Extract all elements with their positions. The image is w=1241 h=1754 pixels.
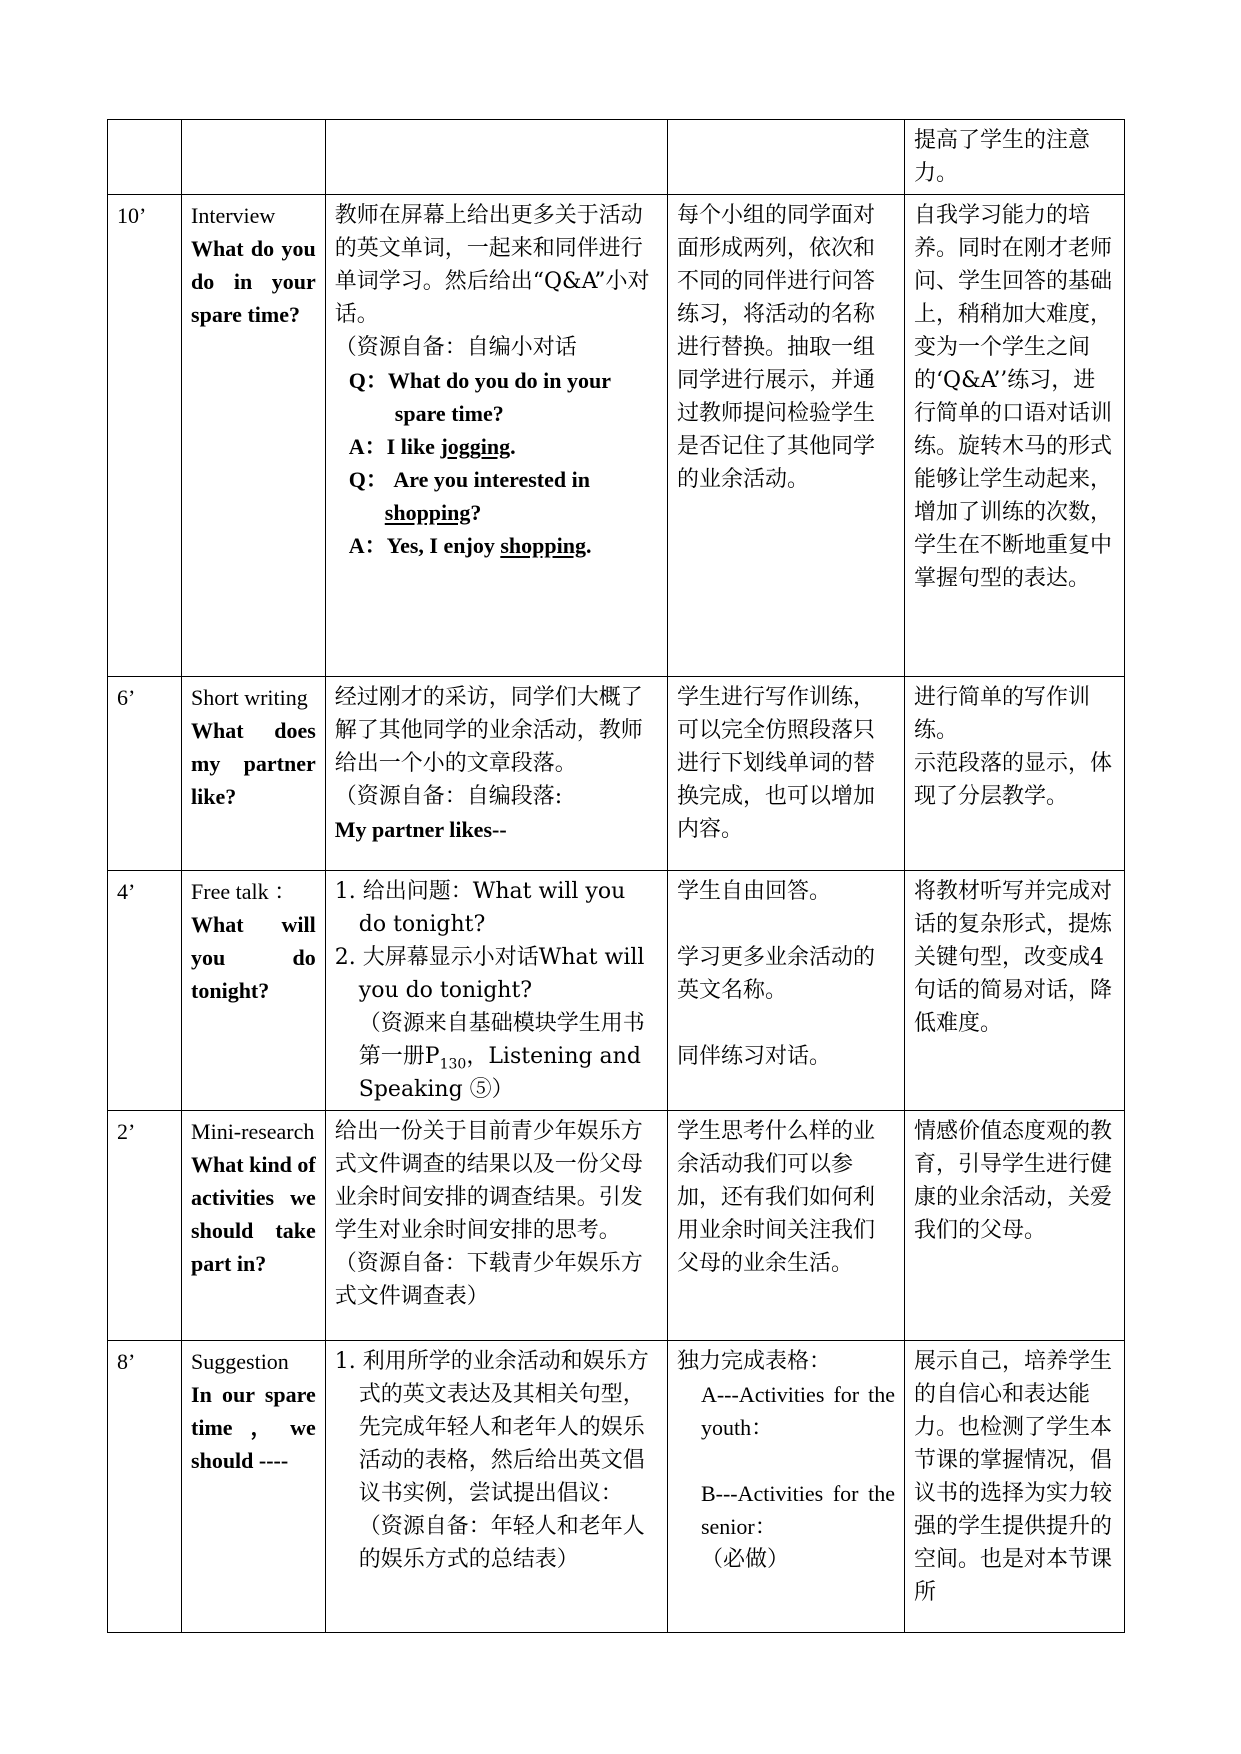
student-text: B---Activities for the senior：	[700, 1481, 896, 1539]
time-cell	[108, 120, 182, 195]
teacher-intro: 教师在屏幕上给出更多关于活动的英文单词，一起来和同伴进行单词学习。然后给出“Q&A”小对话。	[334, 203, 650, 327]
teacher-activity-cell	[325, 1341, 667, 1633]
time-cell: 2’	[108, 1111, 182, 1341]
student-text: 学习更多业余活动的英文名称。	[676, 945, 875, 1003]
step-cell	[182, 120, 326, 195]
dialogue-q1-cont: spare time?	[394, 401, 504, 426]
dialogue-a2: A：Yes, I enjoy shopping.	[348, 533, 592, 558]
teacher-activity-cell	[325, 677, 667, 871]
step-question: What do you do in your spare time?	[191, 236, 316, 327]
dialogue-q2-cont: shopping?	[384, 500, 482, 525]
step-question: What does my partner like?	[191, 718, 316, 809]
step-cell	[182, 677, 326, 871]
table-row	[108, 677, 1125, 871]
dialogue-q1: Q：What do you do in your	[348, 368, 612, 393]
time-cell: 10’	[108, 195, 182, 677]
step-cell	[182, 1341, 326, 1633]
student-activity-cell	[667, 871, 904, 1111]
table-row	[108, 1341, 1125, 1633]
purpose-cell	[905, 677, 1125, 871]
table-row	[108, 120, 1125, 195]
step-question: What will you do tonight?	[191, 912, 316, 1003]
purpose-text: 示范段落的显示，体现了分层教学。	[914, 751, 1113, 809]
teacher-activity-cell	[325, 871, 667, 1111]
step-cell	[182, 195, 326, 677]
step-question: What kind of activities we should take part in?	[191, 1152, 316, 1276]
time-cell: 4’	[108, 871, 182, 1111]
dialogue-q2: Q： Are you interested in	[348, 467, 590, 492]
table-row	[108, 871, 1125, 1111]
student-text: 学生自由回答。	[676, 879, 831, 904]
teacher-resource: （资源自备：自编段落:	[334, 784, 563, 809]
student-text: 同伴练习对话。	[676, 1044, 831, 1069]
teacher-item-2: 2. 大屏幕显示小对话What will you do tonight?	[334, 945, 645, 1003]
step-cell	[182, 871, 326, 1111]
teacher-sample-sentence: My partner likes--	[334, 817, 507, 842]
purpose-cell: 将教材听写并完成对话的复杂形式，提炼关键句型，改变成4句话的简易对话，降低难度。	[905, 871, 1125, 1111]
table-row	[108, 1111, 1125, 1341]
teacher-resource: （资源自备：下载青少年娱乐方式文件调查表）	[334, 1251, 643, 1309]
step-title: Suggestion	[191, 1349, 289, 1374]
teacher-resource: （资源自备：自编小对话	[334, 335, 577, 360]
purpose-text: 进行简单的写作训练。	[914, 685, 1091, 743]
dialogue-a1: A：I like jogging.	[348, 434, 516, 459]
step-title: Short writing	[191, 685, 308, 710]
step-question: In our spare time，we should ----	[191, 1382, 316, 1473]
table-row	[108, 195, 1125, 677]
teacher-activity-cell	[325, 1111, 667, 1341]
purpose-cell: 自我学习能力的培养。同时在刚才老师问、学生回答的基础上，稍稍加大难度，变为一个学生之间的‘Q&A’’练习，进行简单的口语对话训练。旋转木马的形式能够让学生动起来，增加了训练的次数，学生在不断地重复中掌握句型的表达。	[905, 195, 1125, 677]
student-text: A---Activities for the youth：	[700, 1382, 896, 1440]
purpose-cell: 提高了学生的注意力。	[905, 120, 1125, 195]
step-title: Mini-research	[191, 1119, 315, 1144]
student-text: （必做）	[700, 1547, 789, 1572]
step-title: Interview	[191, 203, 276, 228]
student-text: 独力完成表格：	[676, 1349, 831, 1374]
student-activity-cell: 学生思考什么样的业余活动我们可以参加，还有我们如何利用业余时间关注我们父母的业余生活。	[667, 1111, 904, 1341]
teacher-item-1: 1. 给出问题：What will you do tonight?	[334, 879, 626, 937]
lesson-plan-table	[107, 119, 1125, 1633]
teacher-resource: （资源来自基础模块学生用书第一册$P_{130}$，Listening and Speaking ⑤）	[358, 1011, 645, 1102]
student-activity-cell	[667, 1341, 904, 1633]
step-title: Free talk ：	[191, 879, 297, 904]
purpose-cell: 情感价值态度观的教育，引导学生进行健康的业余活动，关爱我们的父母。	[905, 1111, 1125, 1341]
student-activity-cell: 每个小组的同学面对面形成两列，依次和不同的同伴进行问答练习，将活动的名称进行替换。抽取一组同学进行展示，并通过教师提问检验学生是否记住了其他同学的业余活动。	[667, 195, 904, 677]
teacher-intro: 经过刚才的采访，同学们大概了解了其他同学的业余活动，教师给出一个小的文章段落。	[334, 685, 643, 776]
teacher-resource: （资源自备：年轻人和老年人的娱乐方式的总结表）	[358, 1514, 645, 1572]
step-cell	[182, 1111, 326, 1341]
teacher-item-1: 1. 利用所学的业余活动和娱乐方式的英文表达及其相关句型，先完成年轻人和老年人的娱乐活动的表格，然后给出英文倡议书实例，尝试提出倡议：	[334, 1349, 649, 1506]
student-activity-cell: 学生进行写作训练，可以完全仿照段落只进行下划线单词的替换完成，也可以增加内容。	[667, 677, 904, 871]
time-cell: 8’	[108, 1341, 182, 1633]
student-activity-cell	[667, 120, 904, 195]
teacher-activity-cell	[325, 195, 667, 677]
time-cell: 6’	[108, 677, 182, 871]
purpose-cell: 展示自己，培养学生的自信心和表达能力。也检测了学生本节课的掌握情况，倡议书的选择为实力较强的学生提供提升的空间。也是对本节课所	[905, 1341, 1125, 1633]
teacher-intro: 给出一份关于目前青少年娱乐方式文件调查的结果以及一份父母业余时间安排的调查结果。引发学生对业余时间安排的思考。	[334, 1119, 643, 1243]
teacher-activity-cell	[325, 120, 667, 195]
